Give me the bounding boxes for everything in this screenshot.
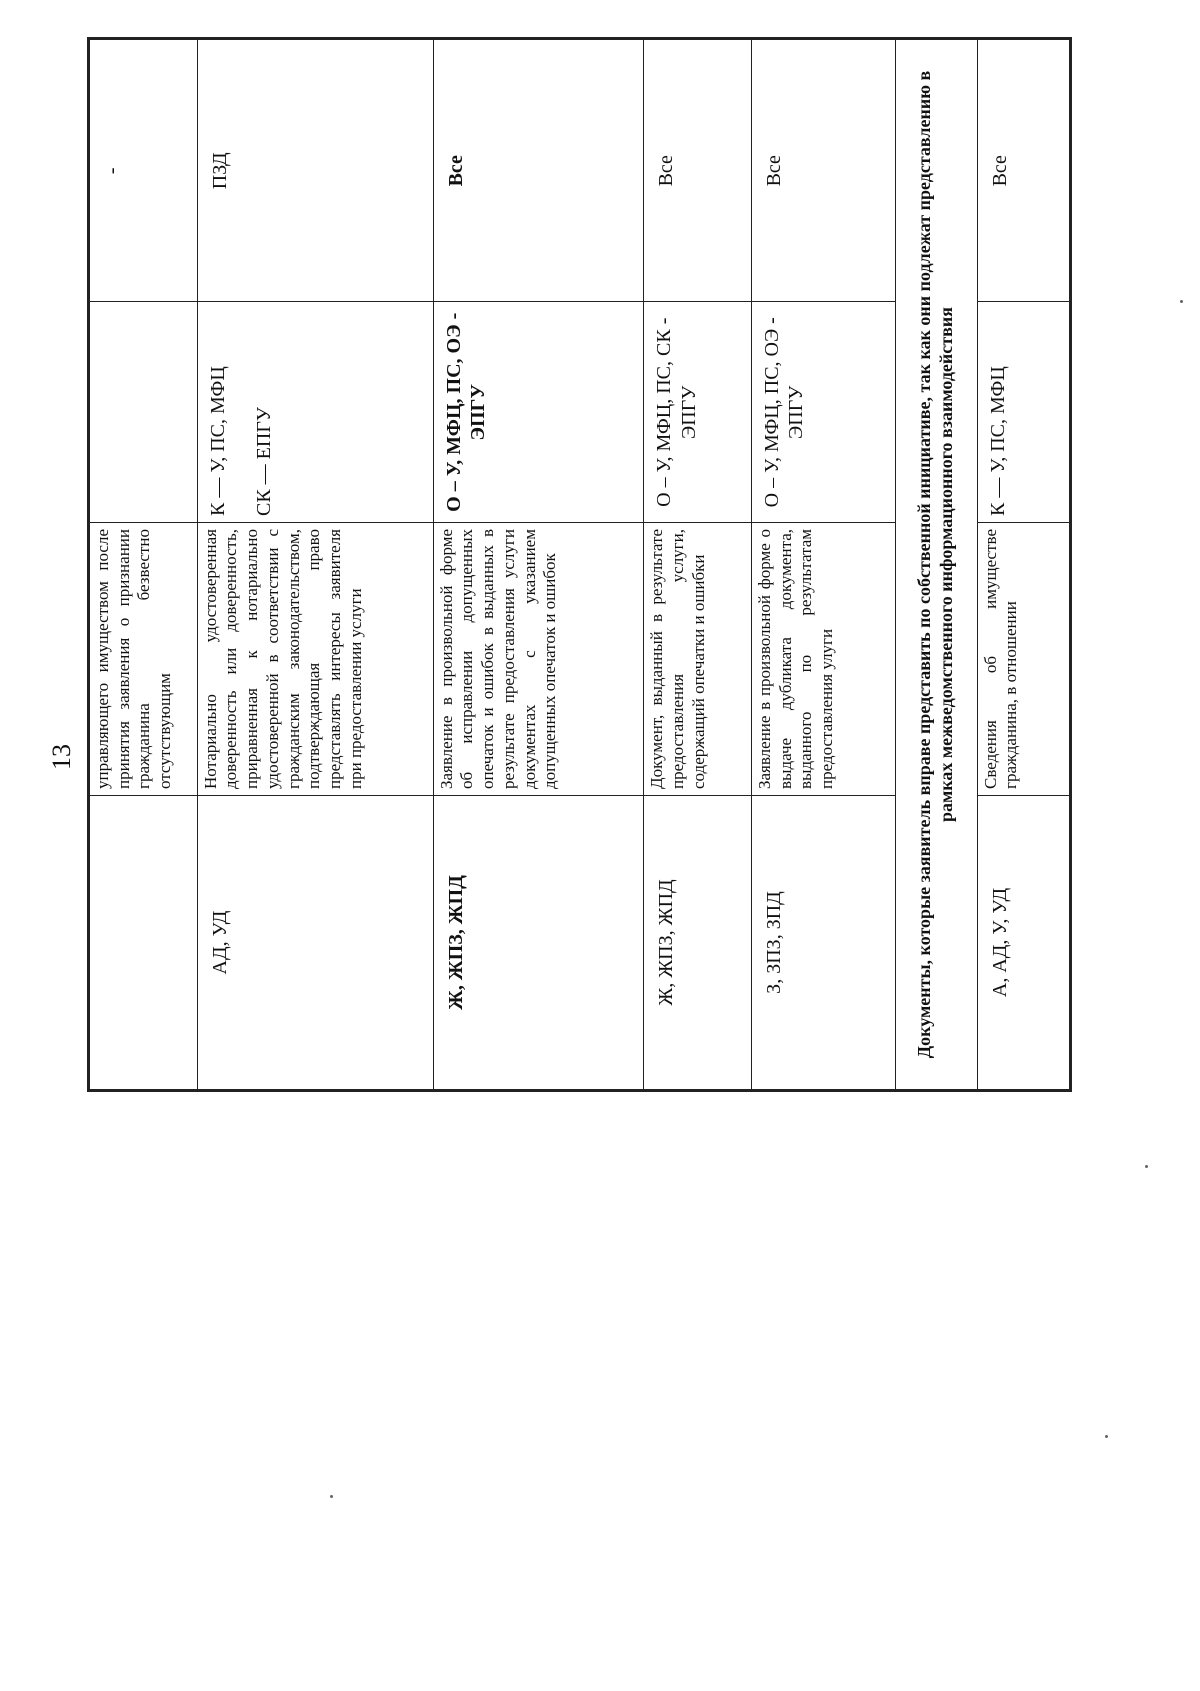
cell-status: Все	[644, 40, 752, 303]
table-row	[90, 40, 198, 1090]
cell-applicant-codes: Ж, ЖПЗ, ЖПД	[433, 796, 643, 1090]
table-row	[433, 40, 643, 1090]
cell-submission-method: О – У, МФЦ, ПС, СК - ЭПГУ	[644, 302, 752, 523]
cell-document-name: Документ, выданный в результате предоставления услуги, содержащий опечатки и ошибки	[644, 523, 752, 796]
section-header-line: Документы, которые заявитель вправе представить по собственной инициативе, так как они подлежат представлению в	[914, 70, 935, 1059]
cell-status: Все	[751, 40, 895, 303]
cell-document-name: управляющего имуществом после принятия заявления о признании гражданина безвестно отсутствующим	[90, 523, 198, 796]
cell-document-name: Сведения об имуществе гражданина, в отношении	[977, 523, 1069, 796]
scan-speck	[1145, 1165, 1148, 1168]
documents-grid	[89, 39, 1070, 1090]
scan-speck	[1180, 300, 1183, 303]
table-row	[197, 40, 433, 1090]
cell-document-name: Нотариально удостоверенная доверенность или доверенность, приравненная к нотариально удостоверенной в соответствии с гражданским законодательством, подтверждающая право представлять интересы заявителя при предоставлении услуги	[197, 523, 433, 796]
cell-applicant-codes: АД, УД	[197, 796, 433, 1090]
cell-submission-method: К — У, ПС, МФЦ	[977, 302, 1069, 523]
scan-speck	[1105, 1435, 1108, 1438]
cell-document-name: Заявление в произвольной форме об исправлении допущенных опечаток и ошибок в выданных в результате предоставления услуги документах с указанием допущенных опечаток и ошибок	[433, 523, 643, 796]
cell-document-name: Заявление в произвольной форме о выдаче дубликата документа, выданного по результатам предоставления улуги	[751, 523, 895, 796]
table-row	[644, 40, 752, 1090]
cell-applicant-codes: А, АД, У, УД	[977, 796, 1069, 1090]
cell-submission-method	[90, 302, 198, 523]
table-row	[751, 40, 895, 1090]
submission-method-line: СК — ЕПГУ	[253, 406, 276, 516]
page-number: 13	[47, 744, 76, 770]
cell-submission-method: О – У, МФЦ, ПС, ОЭ - ЭПГУ	[751, 302, 895, 523]
cell-status: ПЗД	[197, 40, 433, 303]
section-header-row	[895, 40, 977, 1090]
submission-method-line: К — У, ПС, МФЦ	[206, 366, 229, 516]
table-row	[977, 40, 1069, 1090]
section-header	[895, 40, 977, 1090]
cell-submission-method: О – У, МФЦ, ПС, ОЭ - ЭПГУ	[433, 302, 643, 523]
cell-applicant-codes: З, ЗПЗ, ЗПД	[751, 796, 895, 1090]
section-header-line: рамках межведомственного информационного взаимодействия	[936, 307, 957, 822]
cell-applicant-codes: Ж, ЖПЗ, ЖПД	[644, 796, 752, 1090]
cell-status: -	[90, 40, 198, 303]
cell-applicant-codes	[90, 796, 198, 1090]
cell-status: Все	[977, 40, 1069, 303]
documents-table	[87, 37, 1072, 1092]
cell-status: Все	[433, 40, 643, 303]
cell-submission-method	[197, 302, 433, 523]
scan-speck	[330, 1495, 333, 1498]
table-rotator	[87, 37, 1072, 1092]
